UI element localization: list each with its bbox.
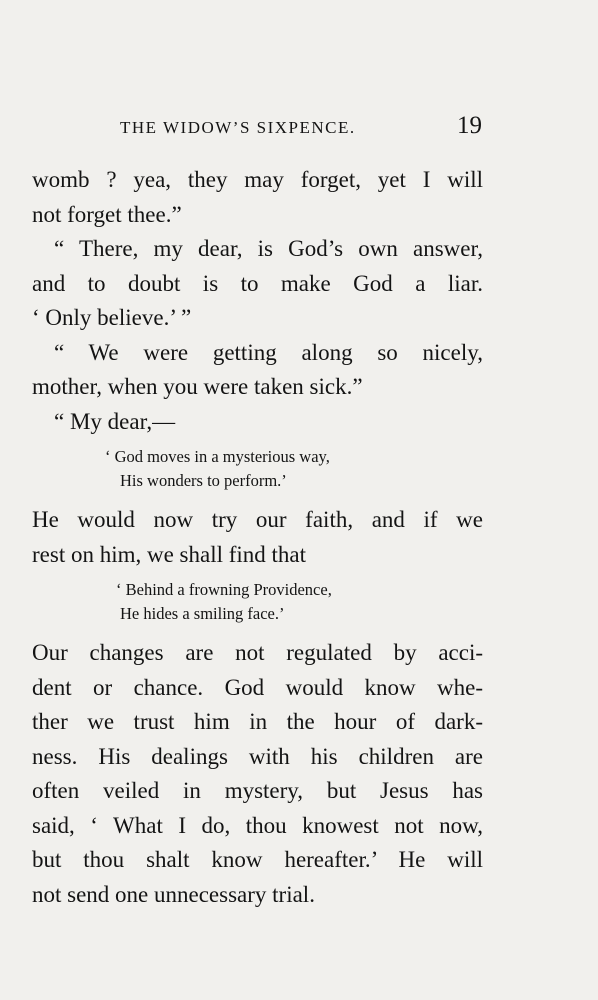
text-line: “ We were getting along so nicely, [54,339,483,365]
text-line: womb ? yea, they may forget, yet I will [32,167,483,192]
verse-line: ‘ God moves in a mysterious way, [105,447,330,466]
running-title: THE WIDOW’S SIXPENCE. [120,118,356,137]
text-line: not send one unnecessary trial. [32,881,315,907]
verse-line: He hides a smiling face.’ [120,604,285,623]
text-line: dent or chance. God would know whe- [32,674,483,700]
text-line: ther we trust him in the hour of dark- [32,709,483,734]
text-line: mother, when you were taken sick.” [32,374,363,399]
text-line: ‘ Only believe.’ ” [32,305,192,330]
page-header [120,112,482,144]
text-line: and to doubt is to make God a liar. [32,270,483,296]
text-line: “ My dear,— [54,408,176,434]
text-line: not forget thee.” [32,201,182,227]
text-line: ness. His dealings with his children are [32,743,483,769]
verse-quotation [32,445,483,493]
text-line: often veiled in mystery, but Jesus has [32,778,483,803]
text-line: He would now try our faith, and if we [32,507,483,532]
text-line: said, ‘ What I do, thou knowest not now, [32,812,483,838]
page-number: 19 [457,112,482,139]
text-line: “ There, my dear, is God’s own answer, [54,236,483,261]
body-text [32,163,483,912]
verse-line: ‘ Behind a frowning Providence, [116,580,332,599]
text-line: rest on him, we shall find that [32,541,307,567]
text-line: but thou shalt know hereafter.’ He will [32,847,483,872]
verse-quotation [32,578,483,626]
verse-line: His wonders to perform.’ [120,471,287,490]
text-line: Our changes are not regulated by acci- [32,640,483,665]
